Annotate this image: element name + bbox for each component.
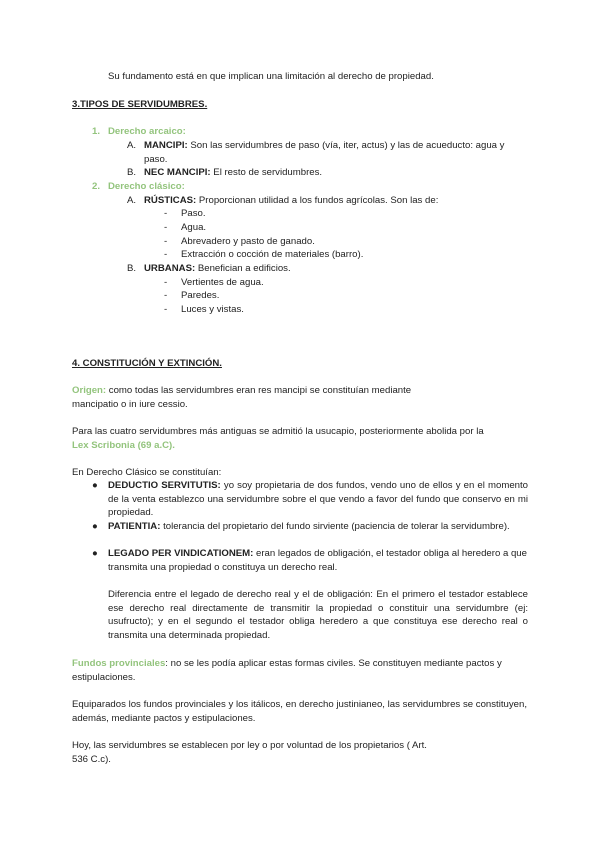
item-1a-text: Son las servidumbres de paso (vía, iter, actus) y las de acueducto: agua y paso.	[144, 140, 505, 165]
item-1a-term: MANCIPI:	[144, 140, 188, 151]
bullet-dot: ●	[92, 548, 98, 559]
item-2b-text: Benefician a edificios.	[195, 263, 291, 274]
item-1b-text: El resto de servidumbres.	[210, 167, 323, 178]
origen-text-2: mancipatio o in iure cessio.	[72, 398, 188, 410]
hoy-line-2: 536 C.c).	[72, 753, 111, 765]
bullet-dash: -	[164, 277, 168, 288]
rusticas-item: Paso.	[181, 208, 206, 219]
item-2a-marker: A.	[127, 195, 137, 206]
hoy-line-1: Hoy, las servidumbres se establecen por ley o por voluntad de los propietarios ( Art.	[72, 740, 427, 751]
deductio-term: DEDUCTIO SERVITUTIS:	[108, 480, 221, 491]
item-2b-term: URBANAS:	[144, 263, 196, 274]
item-2-label: Derecho clásico:	[108, 181, 185, 192]
cuatro-paragraph	[72, 425, 527, 452]
rusticas-item: Abrevadero y pasto de ganado.	[181, 236, 315, 247]
item-2b-marker: B.	[127, 263, 137, 274]
section-4-heading: 4. CONSTITUCIÓN Y EXTINCIÓN.	[72, 358, 222, 369]
item-1-marker: 1.	[92, 126, 101, 137]
deductio-item	[108, 479, 528, 520]
origen-label: Origen:	[72, 385, 107, 396]
urbanas-item: Vertientes de agua.	[181, 277, 264, 288]
bullet-dot: ●	[92, 521, 98, 532]
patientia-text: tolerancia del propietario del fundo sirviente (paciencia de tolerar la servidumbre).	[160, 521, 510, 532]
item-2-marker: 2.	[92, 181, 101, 192]
section-3-heading: 3.TIPOS DE SERVIDUMBRES.	[72, 99, 208, 110]
patientia-item	[108, 520, 528, 534]
origen-paragraph	[72, 384, 527, 411]
deductio-text: yo soy propietaria de dos fundos, vendo uno de ellos y en el momento de la venta establezco una servidumbre sobre el que vendo a favor del fundo que conservo en mi propiedad.	[108, 480, 529, 518]
item-2a	[144, 194, 528, 208]
rusticas-item: Agua.	[181, 222, 207, 233]
item-1b-term: NEC MANCIPI:	[144, 167, 211, 178]
bullet-dash: -	[164, 249, 168, 260]
item-2a-text: Proporcionan utilidad a los fundos agrícolas. Son las de:	[196, 195, 439, 206]
origen-text: como todas las servidumbres eran res mancipi se constituían mediante	[106, 385, 412, 396]
legado-term: LEGADO PER VINDICATIONEM:	[108, 548, 254, 559]
legado-text: eran legados de obligación, el testador obliga al heredero a que transmita una propiedad o constituya un derecho real.	[108, 548, 527, 573]
diferencia-paragraph: Diferencia entre el legado de derecho real y el de obligación: En el primero el testador establece ese derecho real directamente de transmitir la propiedad o constituir una servidumbre (ej: usufructo); y en el segundo el testador obliga heredero a que constituya ese derecho real o transmita una determinada propiedad.	[108, 589, 528, 641]
item-1a-marker: A.	[127, 140, 137, 151]
bullet-dash: -	[164, 222, 168, 233]
urbanas-item: Paredes.	[181, 290, 220, 301]
lex-scribonia: Lex Scribonia (69 a.C).	[72, 439, 175, 451]
item-1a	[144, 139, 528, 166]
item-1b-marker: B.	[127, 167, 137, 178]
item-2a-term: RÚSTICAS:	[144, 195, 197, 206]
clasico-intro: En Derecho Clásico se constituían:	[72, 467, 222, 478]
patientia-term: PATIENTIA:	[108, 521, 161, 532]
fundos-text: : no se les podía aplicar estas formas civiles. Se constituyen mediante pactos y estipulaciones.	[72, 658, 502, 683]
intro-line: Su fundamento está en que implican una limitación al derecho de propiedad.	[108, 71, 434, 82]
item-2b	[144, 262, 528, 276]
bullet-dash: -	[164, 236, 168, 247]
bullet-dash: -	[164, 304, 168, 315]
bullet-dot: ●	[92, 480, 98, 491]
urbanas-item: Luces y vistas.	[181, 304, 244, 315]
cuatro-text: Para las cuatro servidumbres más antiguas se admitió la usucapio, posteriormente abolida por la	[72, 426, 484, 437]
rusticas-item: Extracción o cocción de materiales (barro).	[181, 249, 364, 260]
bullet-dash: -	[164, 290, 168, 301]
fundos-paragraph	[72, 657, 527, 684]
equiparados-paragraph: Equiparados los fundos provinciales y los itálicos, en derecho justinianeo, las servidumbres se constituyen, además, mediante pactos y estipulaciones.	[72, 699, 527, 724]
hoy-paragraph	[72, 739, 527, 766]
fundos-label: Fundos provinciales	[72, 658, 166, 669]
item-1-label: Derecho arcaico:	[108, 126, 186, 137]
bullet-dash: -	[164, 208, 168, 219]
legado-item	[108, 547, 528, 574]
item-1b	[144, 166, 528, 180]
